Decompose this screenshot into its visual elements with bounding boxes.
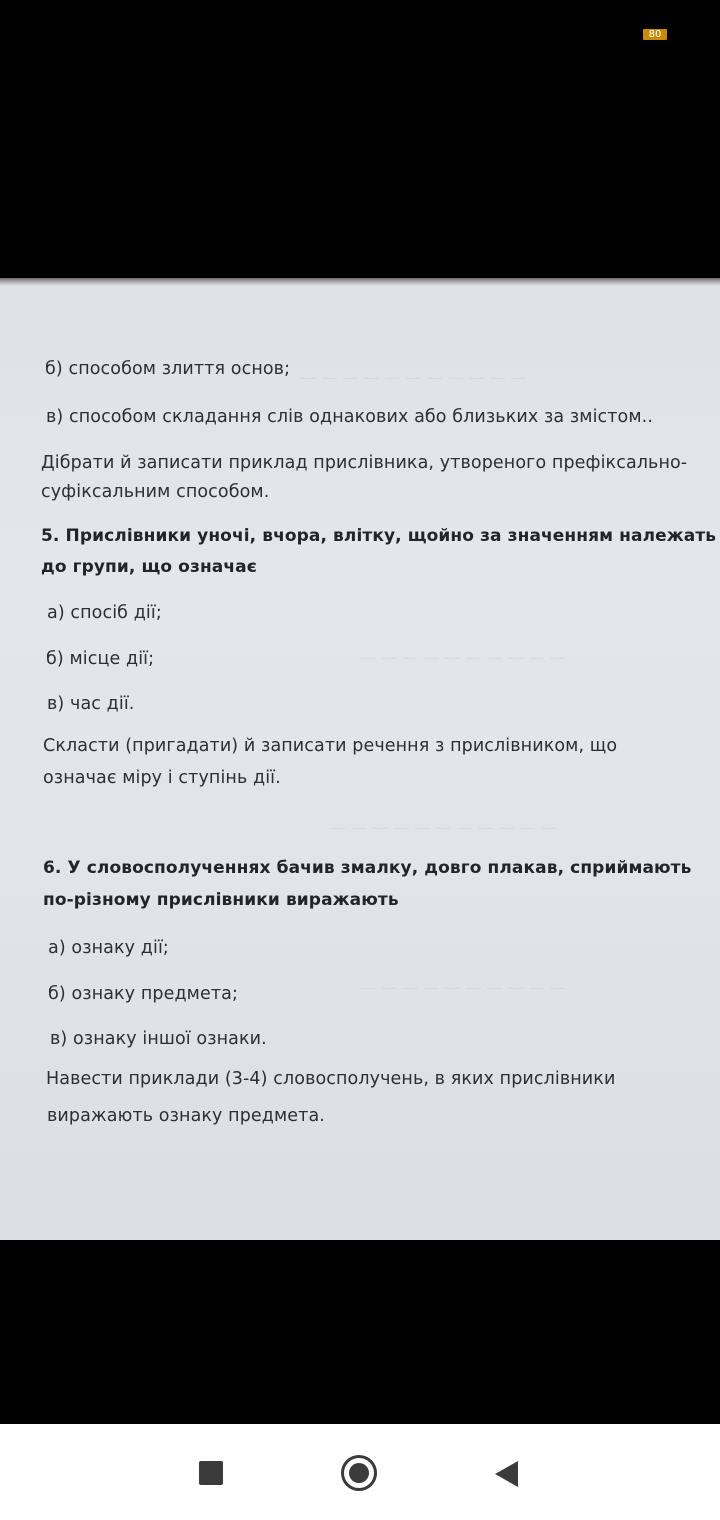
answer-option-a: а) спосіб дії; bbox=[47, 603, 162, 623]
question-6-title: по-різному прислівники виражають bbox=[43, 890, 399, 910]
task-instruction: означає міру і ступінь дії. bbox=[43, 768, 281, 788]
answer-option-b: б) способом злиття основ; bbox=[45, 359, 291, 379]
home-dot bbox=[349, 1463, 369, 1483]
home-circle-icon[interactable] bbox=[341, 1455, 377, 1491]
navigation-bar bbox=[0, 1424, 720, 1520]
task-instruction: Скласти (пригадати) й записати речення з прислівником, що bbox=[43, 736, 618, 756]
question-5-title: до групи, що означає bbox=[41, 557, 257, 577]
battery-level-badge: 80 bbox=[643, 29, 667, 40]
task-instruction: суфіксальним способом. bbox=[41, 482, 270, 502]
question-6-title: 6. У словосполученнях бачив змалку, довго плакав, сприймають bbox=[43, 858, 692, 878]
question-5-title: 5. Прислівники уночі, вчора, влітку, щойно за значенням належать bbox=[41, 526, 717, 546]
task-instruction: Навести приклади (3-4) словосполучень, в яких прислівники bbox=[46, 1069, 616, 1089]
task-instruction: виражають ознаку предмета. bbox=[47, 1106, 325, 1126]
task-instruction: Дібрати й записати приклад прислівника, утвореного префіксально- bbox=[41, 453, 688, 473]
show-through-text: — — — — — — — — — — bbox=[360, 978, 566, 997]
answer-option-c: в) ознаку іншої ознаки. bbox=[50, 1029, 267, 1049]
answer-option-b: б) місце дії; bbox=[46, 649, 155, 669]
answer-option-b: б) ознаку предмета; bbox=[48, 984, 238, 1004]
status-bar bbox=[0, 0, 720, 70]
answer-option-a: а) ознаку дії; bbox=[48, 938, 169, 958]
recents-square-icon[interactable] bbox=[199, 1461, 223, 1485]
show-through-text: — — — — — — — — — — — bbox=[330, 818, 557, 837]
answer-option-c: в) способом складання слів однакових або близьких за змістом.. bbox=[46, 407, 653, 427]
show-through-text: — — — — — — — — — — — bbox=[300, 368, 527, 387]
answer-option-c: в) час дії. bbox=[47, 694, 135, 714]
back-triangle-icon[interactable] bbox=[494, 1460, 520, 1488]
worksheet-photo[interactable] bbox=[0, 278, 720, 1240]
show-through-text: — — — — — — — — — — bbox=[360, 648, 566, 667]
photo-edge-shadow bbox=[0, 278, 720, 286]
